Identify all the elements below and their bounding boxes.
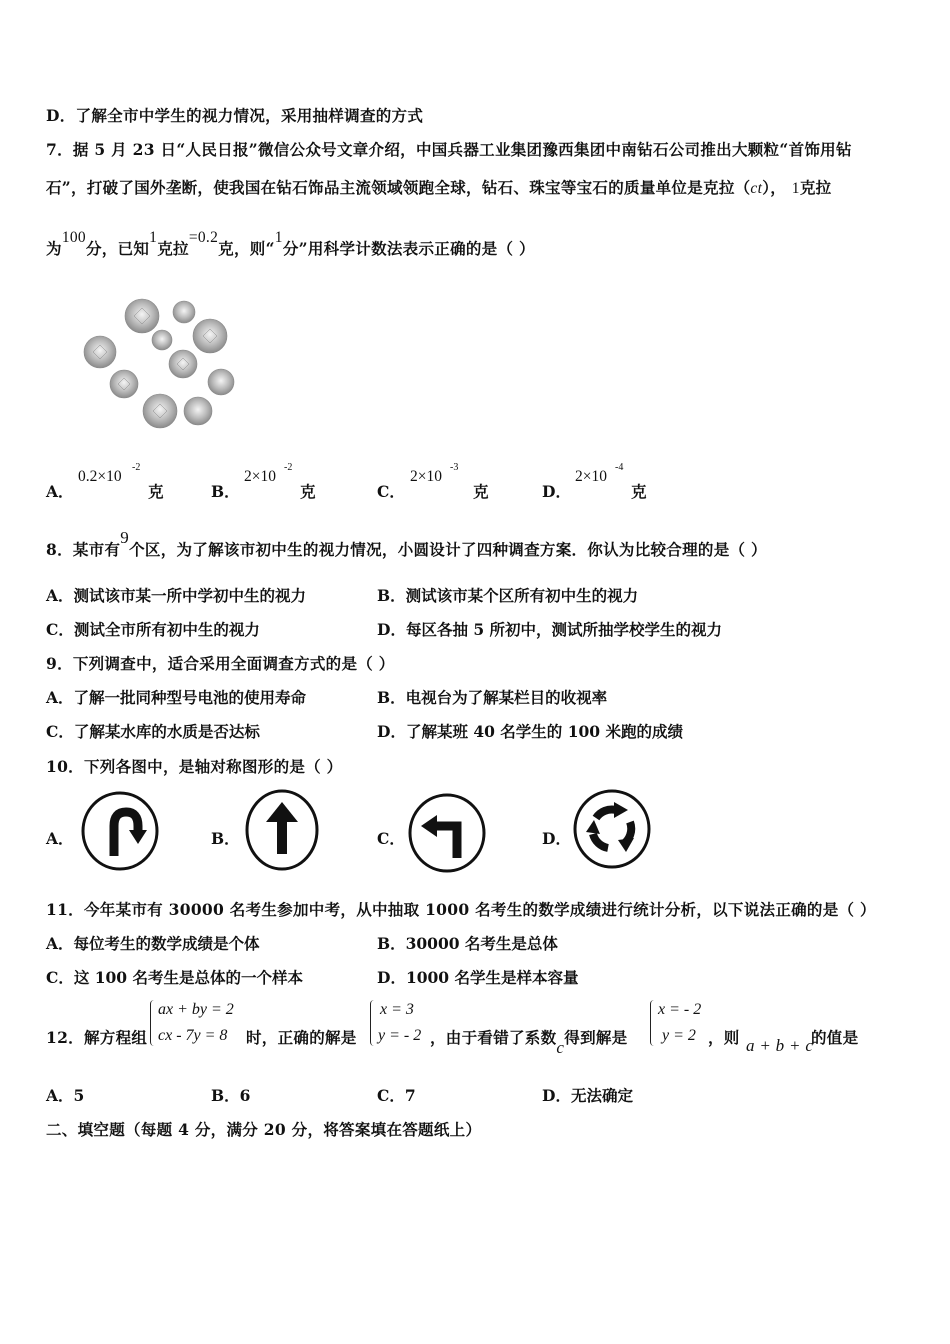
q12-stem-b: 时，正确的解是	[246, 1028, 357, 1047]
q8-option-d: D．每区各抽 5 所初中，测试所抽学校学生的视力	[377, 620, 723, 639]
q12-equation-system: ax + by = 2 cx - 7y = 8	[150, 1000, 245, 1050]
q12-stem-f: 的值是	[811, 1028, 859, 1047]
q10-label-b: B．	[211, 829, 240, 848]
q7-option-a: A． 0.2×10 -2 克	[46, 462, 164, 501]
q11-option-a: A．每位考生的数学成绩是个体	[46, 934, 260, 953]
u-turn-sign-icon	[80, 790, 160, 872]
q12-option-d: D．无法确定	[542, 1086, 633, 1105]
q8-stem: 8．某市有9个区，为了解该市初中生的视力情况，小圆设计了四种调查方案．你认为比较合理的是（ ）	[46, 528, 767, 559]
q12-stem-c: ，由于看错了系数c得到解是	[430, 1028, 628, 1057]
q10-label-d: D．	[542, 829, 571, 848]
q12-correct-solution: x = 3 y = - 2	[370, 1000, 430, 1050]
q7-stem-line2: 石”，打破了国外垄断，使我国在钻石饰品主流领域领跑全球，钻石、珠宝等宝石的质量单位是克拉（ct）， 1克拉	[46, 178, 832, 197]
q7-option-c: C． 2×10 -3 克	[377, 462, 489, 501]
q9-option-c: C．了解某水库的水质是否达标	[46, 722, 260, 741]
q12-stem-a: 12．解方程组	[46, 1028, 148, 1047]
q7-option-d: D． 2×10 -4 克	[542, 462, 647, 501]
q11-option-d: D．1000 名学生是样本容量	[377, 968, 579, 987]
q10-stem: 10．下列各图中，是轴对称图形的是（ ）	[46, 757, 343, 776]
q6-option-d: D．了解全市中学生的视力情况，采用抽样调查的方式	[46, 106, 424, 125]
q12-option-b: B．6	[211, 1086, 251, 1105]
q9-option-a: A．了解一批同种型号电池的使用寿命	[46, 688, 307, 707]
q9-stem: 9．下列调查中，适合采用全面调查方式的是（ ）	[46, 654, 395, 673]
q11-stem: 11．今年某市有 30000 名考生参加中考，从中抽取 1000 名考生的数学成绩进行统计分析，以下说法正确的是（ ）	[46, 900, 876, 919]
q12-option-a: A．5	[46, 1086, 85, 1105]
q7-stem-line1: 7．据 5 月 23 日“人民日报”微信公众号文章介绍，中国兵器工业集团豫西集团中南钻石公司推出大颗粒“首饰用钻	[46, 140, 852, 159]
q12-expression: a + b + c	[746, 1036, 814, 1055]
roundabout-sign-icon	[572, 788, 652, 870]
q9-option-b: B．电视台为了解某栏目的收视率	[377, 688, 608, 707]
q12-option-c: C．7	[377, 1086, 416, 1105]
section-2-title: 二、填空题（每题 4 分，满分 20 分，将答案填在答题纸上）	[46, 1120, 482, 1139]
q10-label-a: A．	[46, 829, 74, 848]
q9-option-d: D．了解某班 40 名学生的 100 米跑的成绩	[377, 722, 683, 741]
turn-left-sign-icon	[407, 792, 487, 874]
q11-option-b: B．30000 名考生是总体	[377, 934, 558, 953]
q8-option-b: B．测试该市某个区所有初中生的视力	[377, 586, 639, 605]
q7-stem-line3: 为100分，已知1克拉=0.2克，则“1分”用科学计数法表示正确的是（ ）	[46, 229, 535, 258]
q12-stem-e: ，则	[708, 1028, 740, 1047]
q8-option-c: C．测试全市所有初中生的视力	[46, 620, 260, 639]
q12-wrong-solution: x = - 2 y = 2	[650, 1000, 710, 1050]
straight-ahead-sign-icon	[244, 788, 320, 872]
q8-option-a: A．测试该市某一所中学初中生的视力	[46, 586, 307, 605]
q7-option-b: B． 2×10 -2 克	[211, 462, 316, 501]
q10-label-c: C．	[377, 829, 405, 848]
q11-option-c: C．这 100 名考生是总体的一个样本	[46, 968, 303, 987]
diamonds-image	[78, 294, 243, 434]
